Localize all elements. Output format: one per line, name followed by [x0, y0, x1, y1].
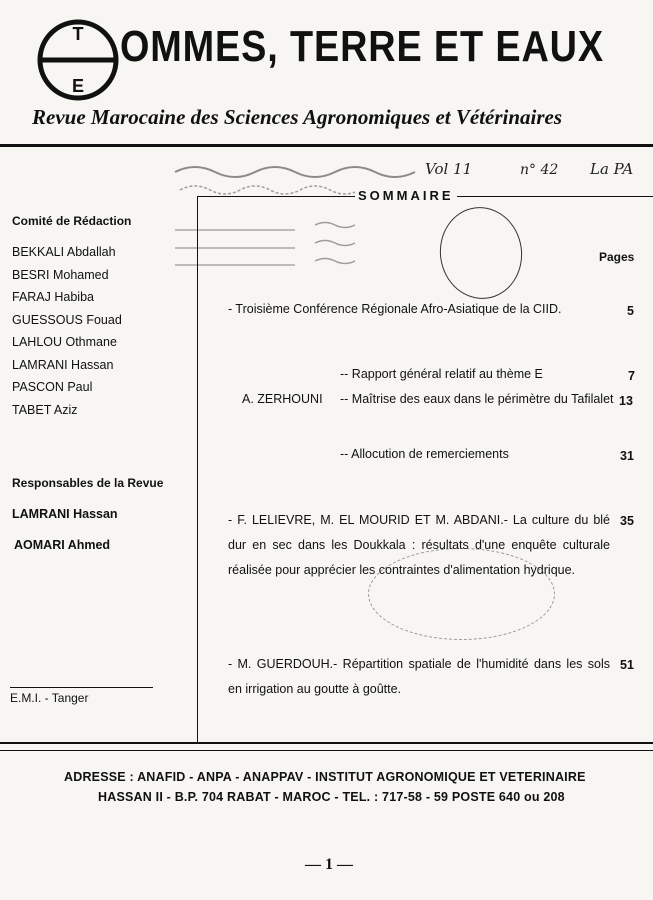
- handwritten-date: La PA: [590, 160, 634, 178]
- address-line-1: ADRESSE : ANAFID - ANPA - ANAPPAV - INSTITUT AGRONOMIQUE ET VETERINAIRE: [64, 770, 586, 784]
- toc-entry-text: - M. GUERDOUH.- Répartition spatiale de l'humidité dans les sols en irrigation au goutte à goûtte.: [228, 657, 610, 696]
- committee-label: Comité de Rédaction: [12, 214, 132, 228]
- toc-entry-text: -- Rapport général relatif au thème E: [340, 367, 543, 381]
- responsable-name: LAMRANI Hassan: [12, 507, 118, 521]
- contents-box-left: [197, 196, 198, 742]
- toc-entry-page: 35: [620, 514, 634, 528]
- toc-entry-text: - F. LELIEVRE, M. EL MOURID ET M. ABDANI.- La culture du blé dur en sec dans les Doukkala : résultats d'une enquête culturale réalisée pour apprécier les contraintes d'alimentation hydrique.: [228, 513, 610, 577]
- journal-title: OMMES, TERRE ET EAUX: [120, 22, 604, 71]
- committee-member: PASCON Paul: [12, 380, 93, 394]
- responsables-label: Responsables de la Revue: [12, 476, 164, 490]
- arabic-handwriting-lines: [175, 215, 375, 275]
- handwritten-volume: Vol 11: [425, 160, 473, 178]
- institutional-stamp: [368, 548, 555, 640]
- logo-letter-t: T: [72, 24, 84, 44]
- pages-label: Pages: [599, 250, 635, 264]
- committee-member: LAHLOU Othmane: [12, 335, 117, 349]
- toc-entry-page: 31: [620, 449, 634, 463]
- emi-rule: [10, 687, 153, 688]
- address-line-2: HASSAN II - B.P. 704 RABAT - MAROC - TEL. : 717-58 - 59 POSTE 640 ou 208: [98, 790, 565, 804]
- toc-entry-text: -- Allocution de remerciements: [340, 447, 509, 461]
- committee-member: TABET Aziz: [12, 403, 78, 417]
- committee-member: GUESSOUS Fouad: [12, 313, 122, 327]
- toc-entry-text: - Troisième Conférence Régionale Afro-Asiatique de la CIID.: [228, 302, 562, 316]
- circled-annotation: [434, 202, 528, 305]
- toc-entry-page: 5: [627, 304, 634, 318]
- committee-member: FARAJ Habiba: [12, 290, 94, 304]
- journal-subtitle: Revue Marocaine des Sciences Agronomiques et Vétérinaires: [32, 105, 563, 129]
- printer-credit: E.M.I. - Tanger: [10, 691, 89, 705]
- toc-entry-page: 7: [628, 369, 635, 383]
- committee-member: BEKKALI Abdallah: [12, 245, 116, 259]
- toc-entry-text: -- Maîtrise des eaux dans le périmètre du Tafilalet: [340, 392, 614, 406]
- toc-entry-author: A. ZERHOUNI: [242, 392, 323, 406]
- contents-heading: SOMMAIRE: [355, 188, 457, 203]
- handwritten-number: n° 42: [520, 162, 559, 178]
- logo-letter-e: E: [71, 76, 85, 96]
- committee-member: BESRI Mohamed: [12, 268, 109, 282]
- page-number: — 1 —: [305, 856, 353, 873]
- header-rule: [0, 144, 653, 147]
- toc-entry-page: 51: [620, 658, 634, 672]
- contents-box-bottom: [0, 742, 653, 744]
- contents-box-bottom-double: [0, 750, 653, 751]
- responsable-name: AOMARI Ahmed: [14, 538, 111, 552]
- journal-logo: [30, 12, 126, 104]
- toc-entry-page: 13: [619, 394, 633, 408]
- committee-member: LAMRANI Hassan: [12, 358, 114, 372]
